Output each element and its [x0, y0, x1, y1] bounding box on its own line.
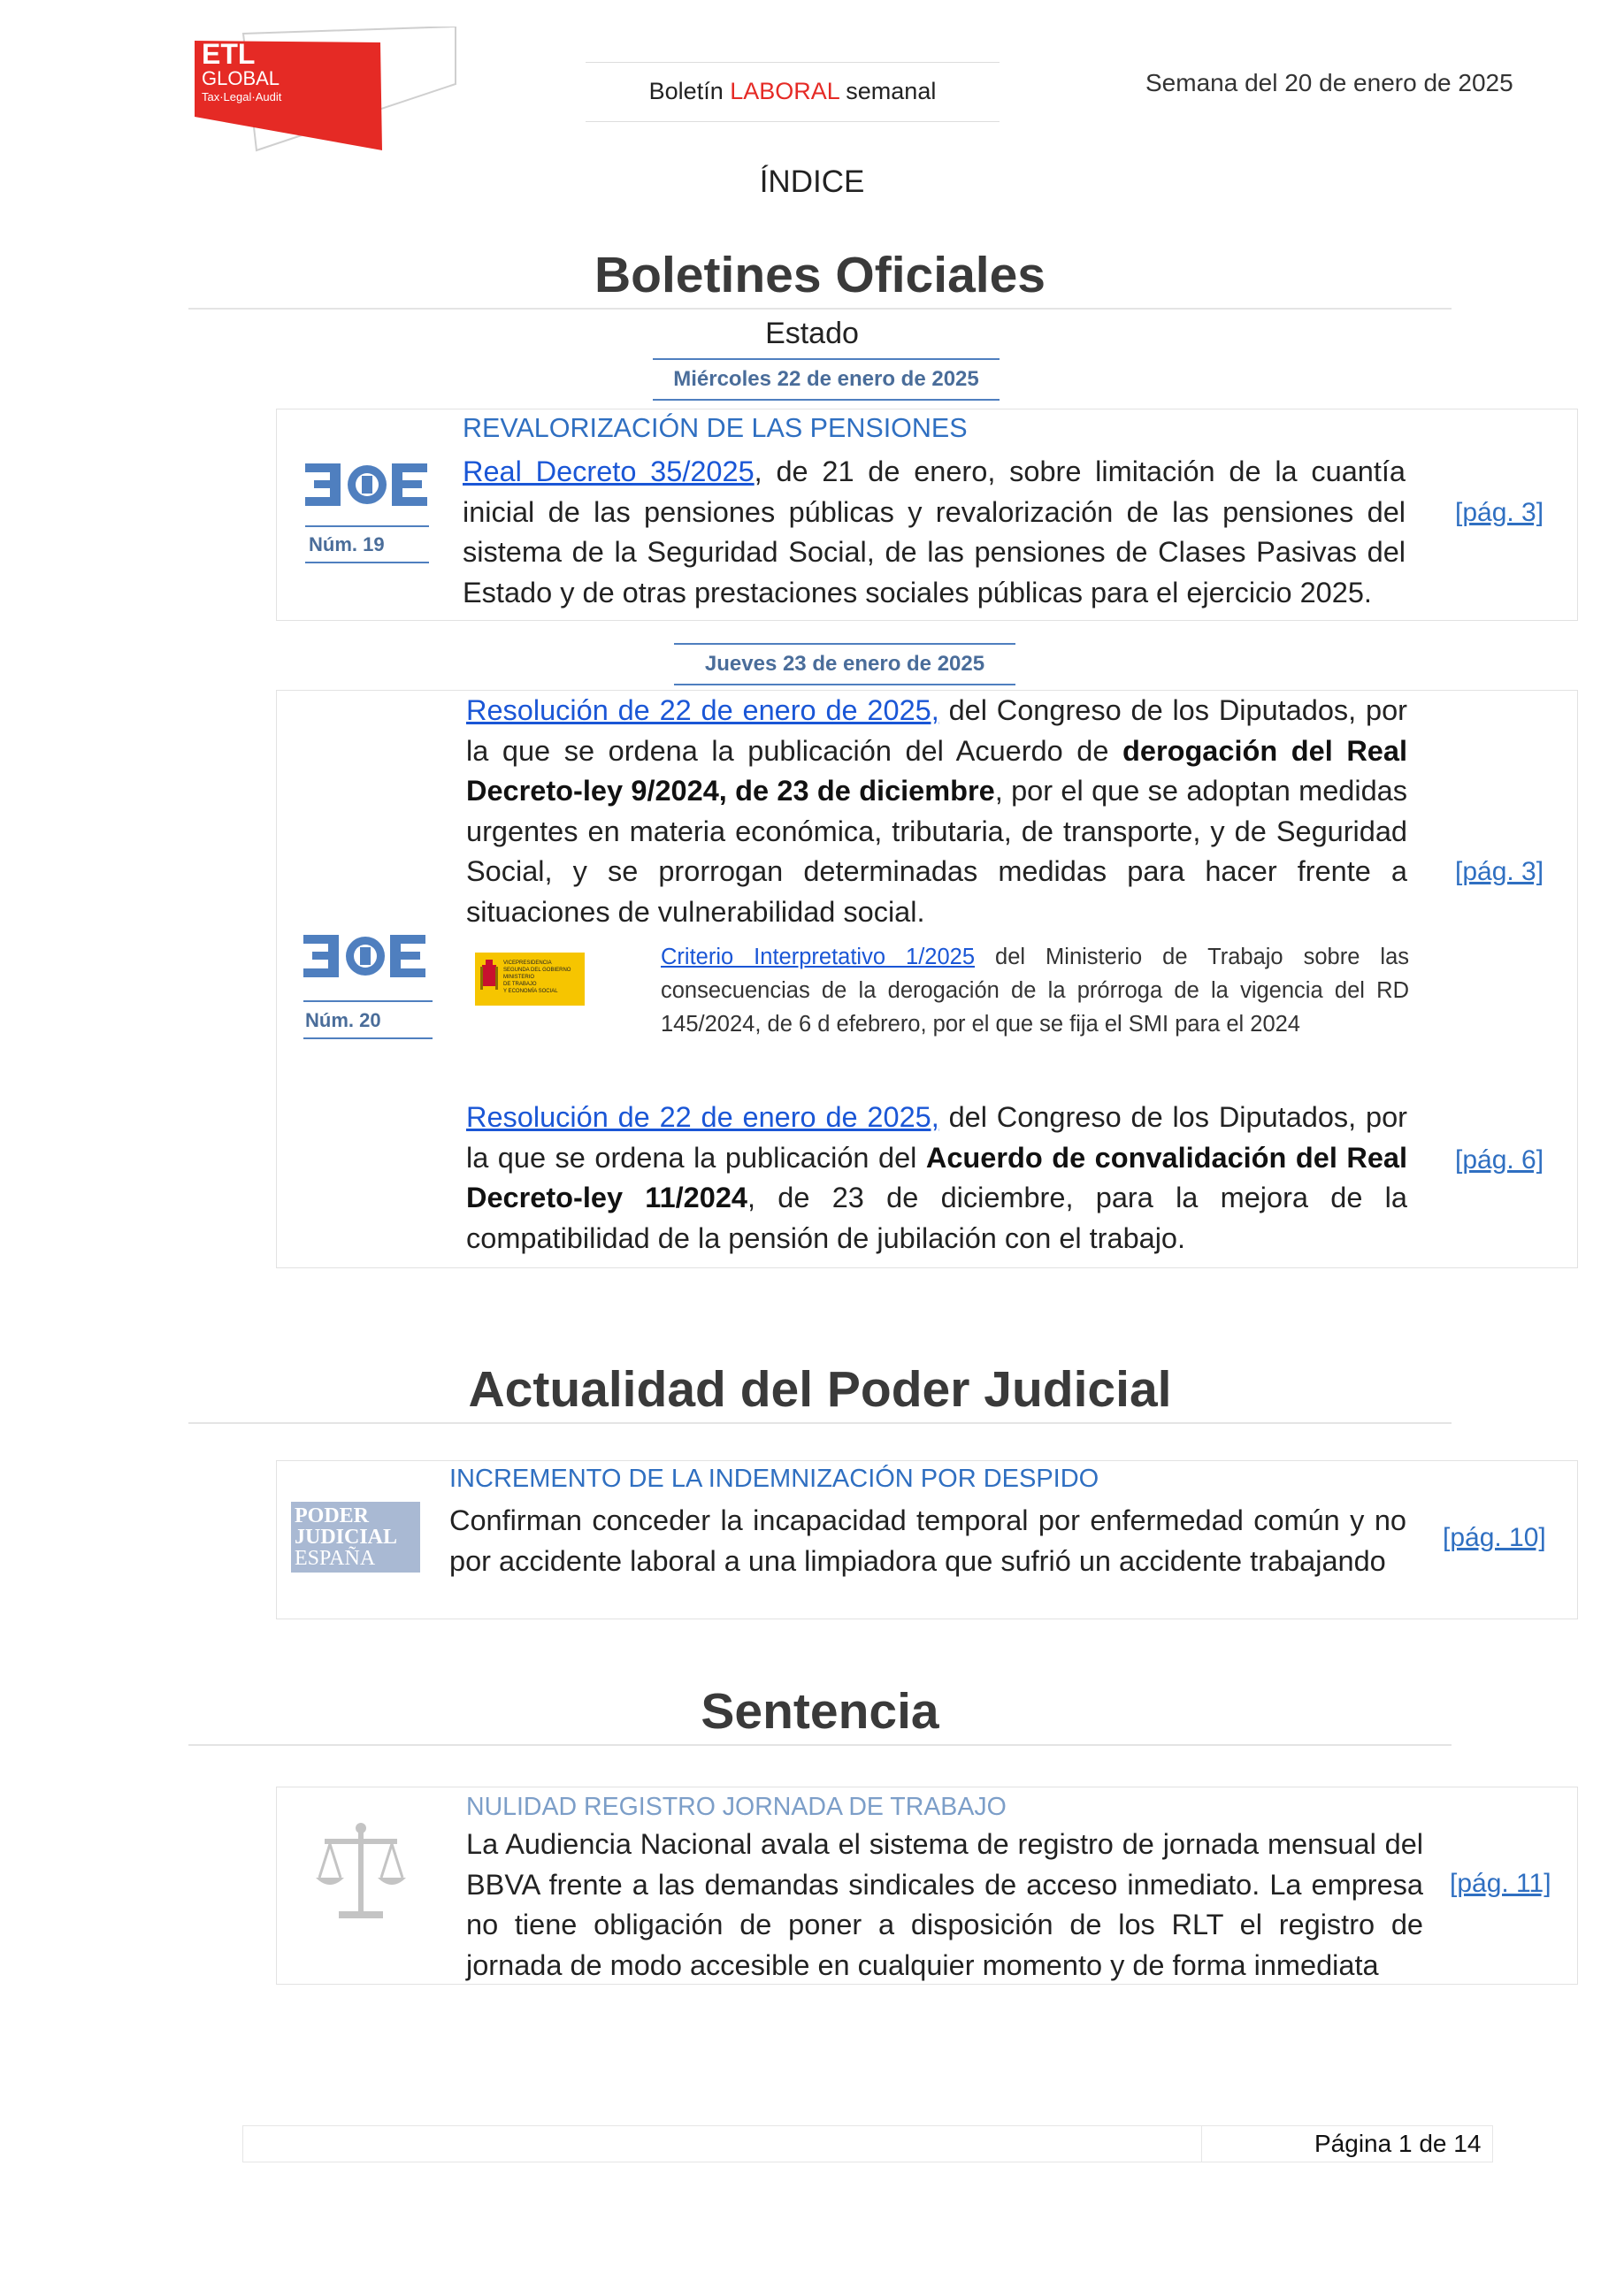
boe-divider — [303, 1000, 433, 1002]
card-heading: INCREMENTO DE LA INDEMNIZACIÓN POR DESPIDO — [449, 1465, 1099, 1493]
ministerio-logo-text: VICEPRESIDENCIA SEGUNDA DEL GOBIERNO MINISTERIO DE TRABAJO Y ECONOMÍA SOCIAL — [503, 960, 571, 994]
section-title-judicial: Actualidad del Poder Judicial — [188, 1360, 1452, 1424]
bulletin-title-prefix: Boletín — [648, 78, 731, 104]
index-title: ÍNDICE — [759, 165, 865, 199]
poder-judicial-logo — [291, 1502, 420, 1573]
resolution-derogacion — [466, 691, 1407, 932]
scales-of-justice-icon — [312, 1819, 410, 1925]
page-number: Página 1 de 14 — [1314, 2130, 1482, 2157]
real-decreto-link[interactable]: Real Decreto 35/2025 — [463, 455, 755, 487]
boe-logo-icon — [303, 930, 427, 983]
card-heading: REVALORIZACIÓN DE LAS PENSIONES — [463, 413, 968, 443]
section-subtitle-estado: Estado — [765, 317, 859, 350]
logo-global-text: GLOBAL — [202, 67, 280, 89]
card-heading: NULIDAD REGISTRO JORNADA DE TRABAJO — [466, 1793, 1007, 1821]
sentencia-card — [276, 1787, 1578, 1985]
criterio-interpretativo — [661, 940, 1409, 1041]
footer-divider — [1201, 2125, 1202, 2162]
etl-global-logo — [195, 27, 469, 155]
bulletin-title-accent: LABORAL — [730, 78, 839, 104]
resolution-link[interactable]: Resolución de 22 de enero de 2025, — [466, 694, 939, 726]
section-title-sentencia: Sentencia — [188, 1682, 1452, 1746]
criterio-text: del Ministerio de Trabajo sobre las consecuencias de la derogación de la prórroga de la vigencia del RD 145/2024, de 6 d efebrero, por el que se fija el SMI para el 2024 — [661, 945, 1409, 1037]
date-label-thursday: Jueves 23 de enero de 2025 — [674, 643, 1015, 685]
boe-card-19 — [276, 409, 1578, 621]
logo-etl-text: ETL — [202, 38, 256, 70]
ministerio-trabajo-logo — [475, 953, 585, 1006]
week-label: Semana del 20 de enero de 2025 — [1145, 69, 1513, 96]
resolution-bold: Acuerdo de convalidación del Real Decreto-ley 11/2024 — [466, 1141, 1408, 1213]
poder-judicial-logo-text: PODER JUDICIAL ESPAÑA — [295, 1504, 398, 1570]
bulletin-title-suffix: semanal — [839, 78, 937, 104]
card-body-text: , de 21 de enero, sobre limitación de la cuantía inicial de las pensiones públicas y revalorización de las pensiones del sistema de la Seguridad Social, de las pensiones de Clases Pasivas del Estado y de otras prestaciones sociales públicas para el ejercicio 2025. — [463, 455, 1406, 608]
boe-divider — [305, 525, 429, 527]
logo-tagline-text: Tax·Legal·Audit — [202, 90, 282, 103]
resolution-text: , por el que se adoptan medidas urgentes en materia económica, tributaria, de transporte, y de Seguridad Social, y se prorrogan determinadas medidas para hacer frente a situaciones de vulnerabilidad social. — [466, 775, 1407, 928]
resolution-link[interactable]: Resolución de 22 de enero de 2025, — [466, 1101, 939, 1133]
page-reference-link[interactable]: [pág. 3] — [1455, 857, 1544, 886]
page-reference-link[interactable]: [pág. 11] — [1450, 1869, 1551, 1898]
resolution-text: del Congreso de los Diputados, por la que se ordena la publicación del Acuerdo de — [466, 694, 1407, 767]
card-body: Confirman conceder la incapacidad temporal por enfermedad común y no por accidente laboral a una limpiadora que sufrió un accidente trabajando — [449, 1504, 1406, 1577]
bulletin-title — [586, 62, 1000, 122]
page-reference-link[interactable]: [pág. 6] — [1455, 1145, 1544, 1175]
footer-box — [242, 2125, 1493, 2162]
boe-logo-icon — [305, 458, 429, 511]
resolution-text: , de 23 de diciembre, para la mejora de la compatibilidad de la pensión de jubilación con el trabajo. — [466, 1182, 1407, 1254]
judicial-card — [276, 1460, 1578, 1619]
section-title-boletines: Boletines Oficiales — [188, 246, 1452, 310]
boe-divider — [305, 562, 429, 563]
card-body — [463, 452, 1406, 613]
boe-number: Núm. 20 — [305, 1009, 381, 1031]
resolution-bold: derogación del Real Decreto-ley 9/2024, de 23 de diciembre — [466, 734, 1407, 807]
card-body: La Audiencia Nacional avala el sistema de registro de jornada mensual del BBVA frente a las demandas sindicales de acceso inmediato. La empresa no tiene obligación de poner a disposición de los RLT el registro de jornada de modo accesible en cualquier momento y de forma inmediata — [466, 1828, 1423, 1981]
boe-divider — [303, 1037, 433, 1039]
boe-number: Núm. 19 — [309, 533, 385, 555]
page-reference-link[interactable]: [pág. 10] — [1443, 1523, 1546, 1552]
boe-card-20 — [276, 690, 1578, 1268]
criterio-link[interactable]: Criterio Interpretativo 1/2025 — [661, 945, 976, 969]
date-label-wednesday: Miércoles 22 de enero de 2025 — [653, 358, 1000, 401]
resolution-convalidacion — [466, 1098, 1407, 1259]
page-reference-link[interactable]: [pág. 3] — [1455, 498, 1544, 527]
resolution-text: del Congreso de los Diputados, por la que se ordena la publicación del — [466, 1101, 1407, 1174]
coat-of-arms-icon — [479, 958, 500, 999]
